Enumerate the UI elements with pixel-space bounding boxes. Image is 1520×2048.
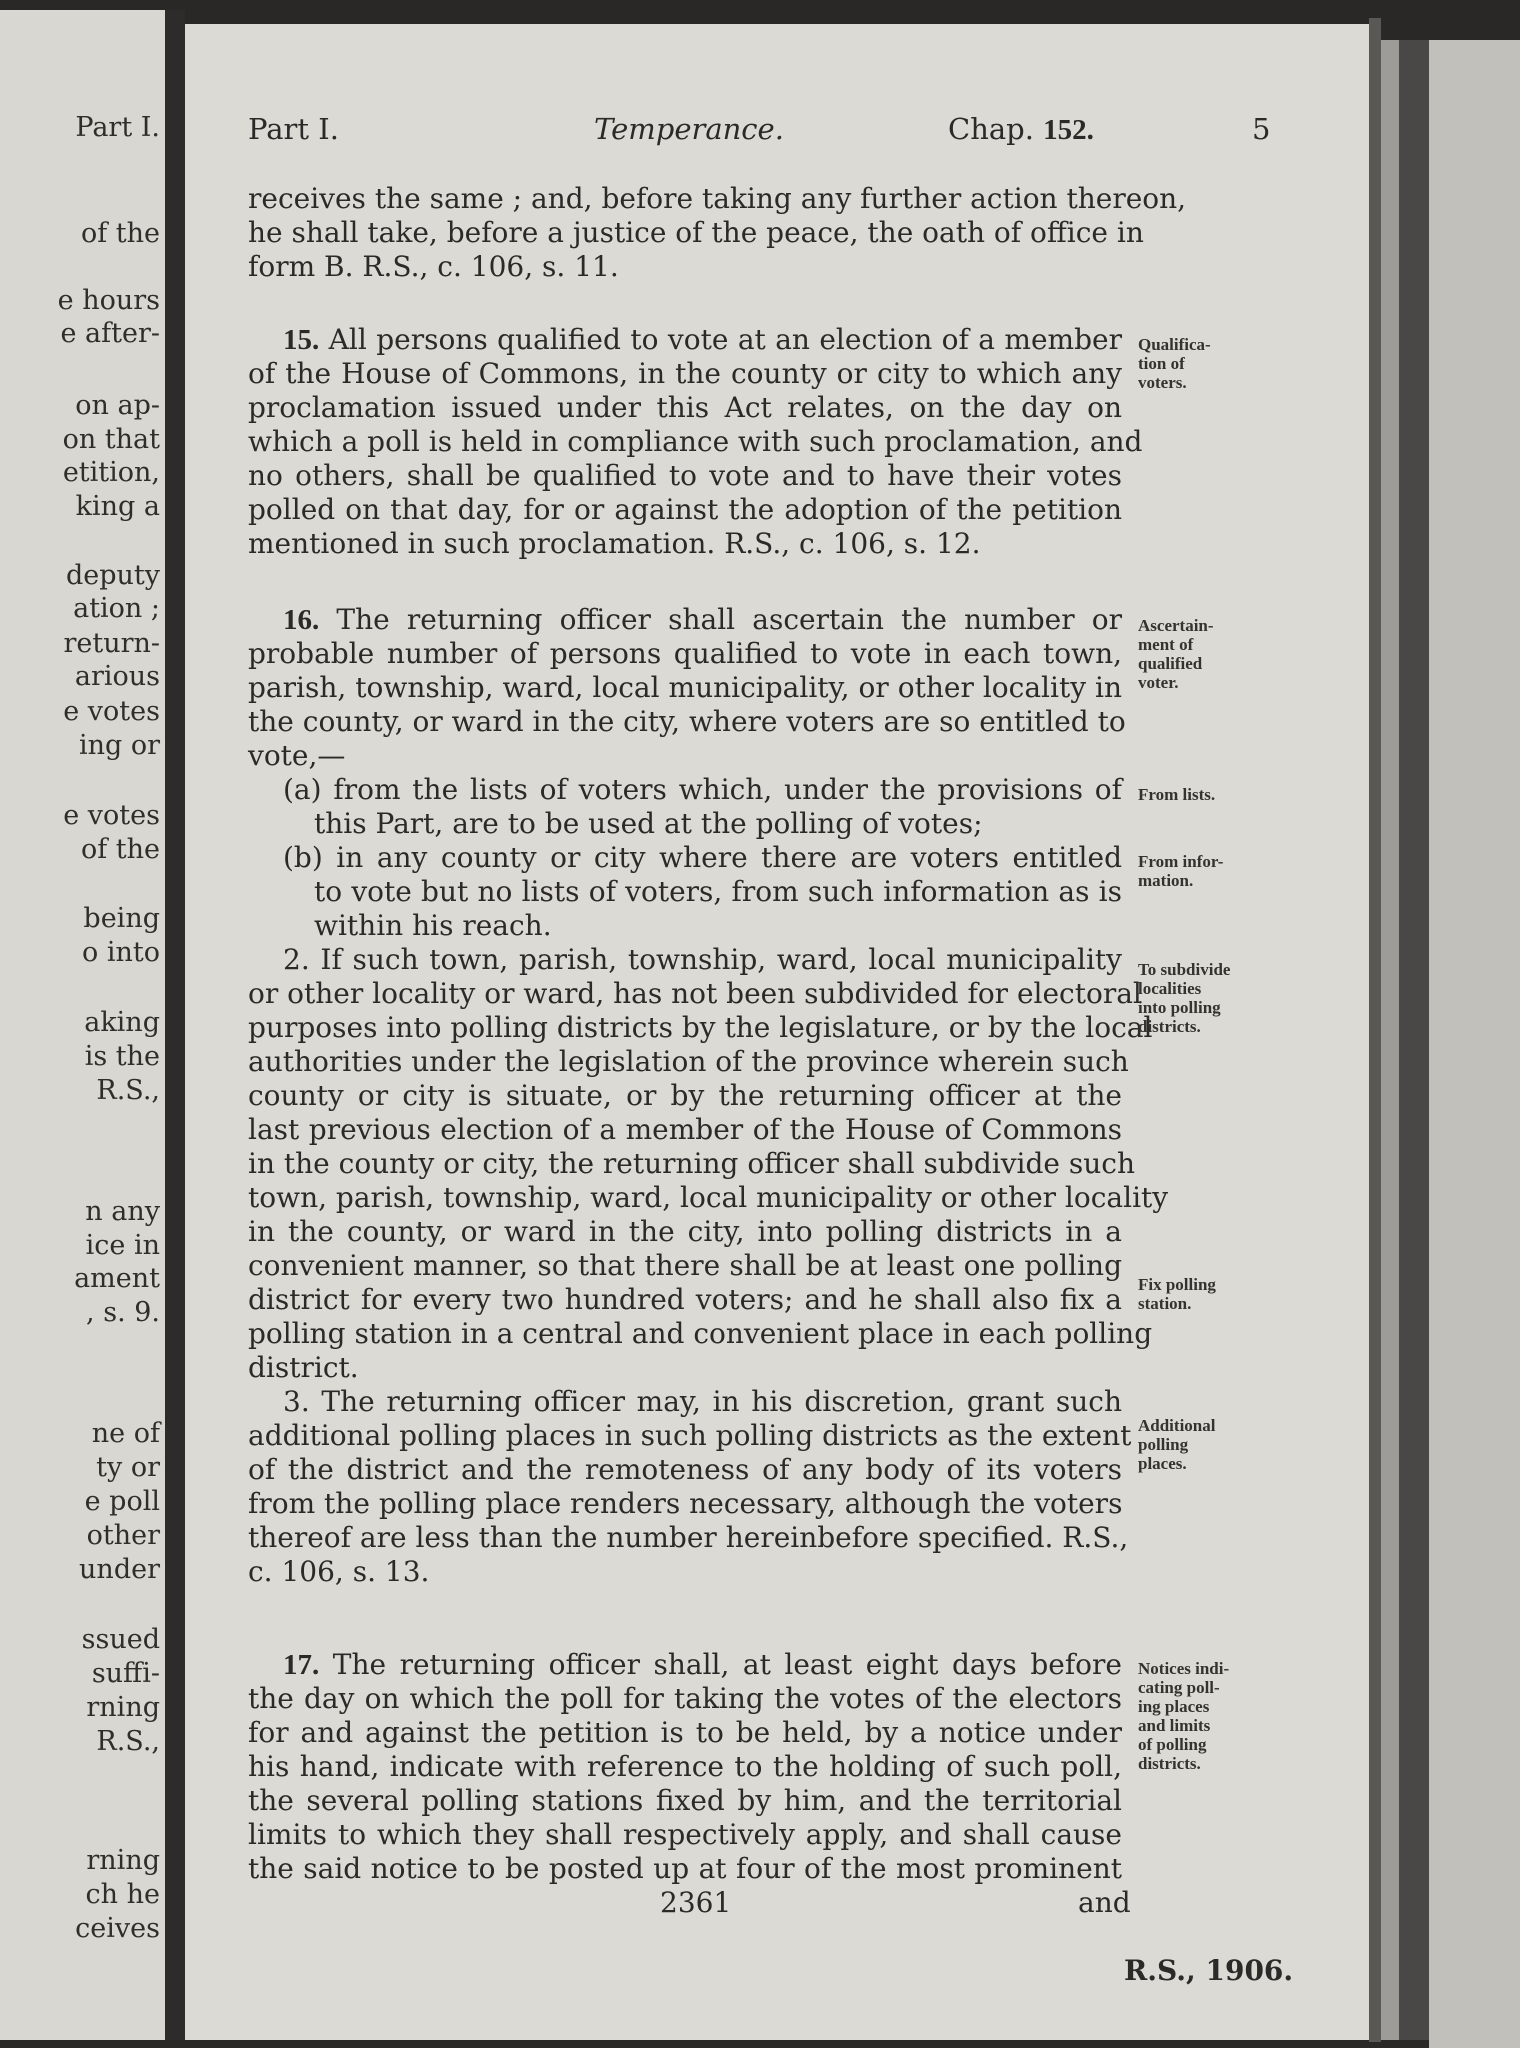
chapter-label: Chap. (948, 112, 1034, 146)
book-gutter (165, 10, 185, 2040)
left-page-text-fragment: , s. 9. (86, 1297, 160, 1328)
page-edge (1369, 18, 1381, 2042)
text-line (248, 1487, 1122, 1521)
page-edge (1429, 40, 1520, 2048)
text-line (248, 1818, 1122, 1852)
text-line-content: 3. The returning officer may, in his discretion, grant such (283, 1385, 1122, 1418)
text-line (248, 1419, 1132, 1453)
text-line-content: from the polling place renders necessary, although the voters (248, 1487, 1123, 1520)
text-line (248, 1682, 1122, 1716)
left-page-text-fragment: is the (84, 1041, 160, 1072)
marginal-note: Qualifica- tion of voters. (1138, 335, 1211, 392)
text-line-content: purposes into polling districts by the legislature, or by the local (248, 1011, 1153, 1044)
left-page-text-fragment: Part I. (75, 112, 160, 143)
left-page-text-fragment: return- (63, 628, 160, 659)
left-page-text-fragment: of the (80, 834, 160, 865)
marginal-note: From infor- mation. (1138, 852, 1224, 890)
text-line-content: for and against the petition is to be held, by a notice under (248, 1716, 1122, 1749)
text-line-content: no others, shall be qualified to vote and to have their votes (248, 459, 1122, 492)
page-edge (1399, 40, 1429, 2040)
text-line (248, 1113, 1122, 1147)
text-line-content: polling station in a central and convenient place in each polling (248, 1317, 1153, 1350)
text-line-content: last previous election of a member of the House of Commons (248, 1113, 1122, 1146)
text-line (248, 323, 1122, 357)
text-line-content: district. (248, 1351, 359, 1384)
text-line-content: within his reach. (314, 909, 552, 942)
text-line-content: polled on that day, for or against the adoption of the petition (248, 493, 1122, 526)
text-line (248, 1045, 1129, 1079)
section-16 (248, 603, 1169, 1589)
text-line (248, 807, 1122, 841)
left-page-text-fragment: rning (86, 1845, 160, 1876)
text-line (248, 1351, 1122, 1385)
running-head-chapter (948, 112, 1094, 147)
page-sequence-number: 2361 (660, 1886, 732, 1919)
text-line-content: authorities under the legislation of the province wherein such (248, 1045, 1129, 1078)
left-page-text-fragment: ne of (91, 1418, 160, 1449)
text-line-content: thereof are less than the number hereinbefore specified. R.S., (248, 1521, 1129, 1554)
text-line-content: mentioned in such proclamation. R.S., c. 106, s. 12. (248, 527, 981, 560)
text-line-content: convenient manner, so that there shall be at least one polling (248, 1249, 1122, 1282)
text-line (248, 1385, 1122, 1419)
section-15 (248, 323, 1143, 561)
text-line (248, 1283, 1122, 1317)
left-page-text-fragment: suffi- (91, 1658, 160, 1689)
text-line (248, 1648, 1122, 1682)
left-page-text-fragment: o into (82, 937, 160, 968)
left-page-text-fragment: being (83, 903, 160, 934)
text-line (248, 357, 1122, 391)
left-page-text-fragment: R.S., (96, 1075, 160, 1106)
text-line (248, 1249, 1122, 1283)
text-line-content: vote,— (248, 739, 346, 772)
text-line-content: district for every two hundred voters; and he shall also fix a (248, 1283, 1122, 1316)
marginal-note: Notices indi- cating poll- ing places and limits of polling districts. (1138, 1659, 1230, 1773)
text-line (248, 943, 1122, 977)
text-line (248, 459, 1122, 493)
text-line (248, 1453, 1122, 1487)
left-page-text-fragment: ation ; (73, 593, 160, 624)
left-page-text-fragment: ty or (96, 1452, 160, 1483)
left-page-text-fragment: etition, (62, 457, 160, 488)
text-line (248, 1521, 1129, 1555)
text-line (248, 1181, 1169, 1215)
continued-paragraph (248, 182, 1187, 284)
left-page-text-fragment: n any (85, 1196, 160, 1227)
left-page-text-fragment: under (79, 1554, 160, 1585)
text-line (248, 603, 1122, 637)
marginal-note: Ascertain- ment of qualified voter. (1138, 616, 1214, 692)
text-line (248, 1215, 1122, 1249)
text-line-content: of the House of Commons, in the county or city to which any (248, 357, 1122, 390)
text-line-content: (b) in any county or city where there are voters entitled (283, 841, 1122, 874)
text-line (248, 1750, 1122, 1784)
left-page-text-fragment: ament (74, 1263, 160, 1294)
text-line-content: c. 106, s. 13. (248, 1555, 430, 1588)
text-line (248, 216, 1144, 250)
text-line (248, 841, 1122, 875)
marginal-note: Fix polling station. (1138, 1275, 1216, 1313)
text-line (248, 1784, 1122, 1818)
left-page-text-fragment: on that (62, 424, 160, 455)
text-line-content: this Part, are to be used at the polling of votes; (314, 807, 983, 840)
left-page-text-fragment: rning (86, 1692, 160, 1723)
text-line-content: to vote but no lists of voters, from such information as is (314, 875, 1122, 908)
text-line-content: the several polling stations fixed by him, and the territorial (248, 1784, 1122, 1817)
text-line-content: limits to which they shall respectively apply, and shall cause (248, 1818, 1122, 1851)
text-line (248, 493, 1122, 527)
section-number: 17. (283, 1649, 320, 1681)
text-line (248, 391, 1122, 425)
text-line-content: he shall take, before a justice of the peace, the oath of office in (248, 216, 1144, 249)
text-line (248, 1011, 1153, 1045)
left-page-text-fragment: e votes (63, 696, 160, 727)
text-line-content: his hand, indicate with reference to the holding of such poll, (248, 1750, 1122, 1783)
text-line (248, 1716, 1122, 1750)
text-line-content: 2. If such town, parish, township, ward, local municipality (283, 943, 1122, 976)
marginal-note: To subdivide localities into polling districts. (1138, 960, 1231, 1036)
text-line (248, 527, 1122, 561)
running-head-part: Part I. (248, 112, 339, 146)
text-line (248, 875, 1122, 909)
left-page-text-fragment: ceives (75, 1913, 160, 1944)
left-page-text-fragment: other (86, 1520, 160, 1551)
page-number: 5 (1252, 112, 1271, 146)
text-line-content: probable number of persons qualified to vote in each town, (248, 637, 1122, 670)
left-page-text-fragment: e after- (60, 318, 160, 349)
text-line (248, 182, 1187, 216)
text-line-content: The returning officer shall ascertain the number or (319, 603, 1122, 636)
text-line (248, 425, 1143, 459)
left-page-text-fragment: R.S., (96, 1726, 160, 1757)
text-line (248, 1079, 1122, 1113)
text-line-content: in the county, or ward in the city, into polling districts in a (248, 1215, 1122, 1248)
text-line-content: of the district and the remoteness of any body of its voters (248, 1453, 1122, 1486)
text-line (248, 739, 1122, 773)
section-17 (248, 1648, 1122, 1886)
left-page-text-fragment: deputy (65, 560, 160, 591)
text-line-content: the said notice to be posted up at four of the most prominent (248, 1852, 1122, 1885)
left-page-text-fragment: ssued (81, 1624, 160, 1655)
text-line (248, 1317, 1153, 1351)
text-line (248, 1555, 1122, 1589)
text-line-content: the day on which the poll for taking the votes of the electors (248, 1682, 1122, 1715)
text-line (248, 773, 1122, 807)
left-page-text-fragment: e hours (57, 285, 160, 316)
left-page-text-fragment: e votes (63, 800, 160, 831)
text-line (248, 1147, 1136, 1181)
text-line-content: The returning officer shall, at least eight days before (319, 1648, 1122, 1681)
catchword: and (1078, 1886, 1131, 1919)
text-line-content: additional polling places in such polling districts as the extent (248, 1419, 1132, 1452)
text-line-content: which a poll is held in compliance with such proclamation, and (248, 425, 1143, 458)
left-page-text-fragment: arious (74, 661, 160, 692)
section-number: 15. (283, 324, 320, 356)
left-page-text-fragment: ch he (85, 1879, 160, 1910)
page-edge (1381, 40, 1399, 2040)
text-line (248, 977, 1142, 1011)
text-line-content: town, parish, township, ward, local municipality or other locality (248, 1181, 1169, 1214)
text-line-content: or other locality or ward, has not been subdivided for electoral (248, 977, 1142, 1010)
text-line (248, 705, 1126, 739)
left-page-text-fragment: on ap- (75, 390, 160, 421)
left-page-text-fragment: ice in (85, 1230, 160, 1261)
left-page-text-fragment: ing or (78, 730, 160, 761)
text-line-content: receives the same ; and, before taking any further action thereon, (248, 182, 1187, 215)
left-page-text-fragment: e poll (84, 1486, 160, 1517)
running-head-title: Temperance. (594, 112, 784, 146)
text-line (248, 1852, 1122, 1886)
text-line-content: (a) from the lists of voters which, under the provisions of (283, 773, 1122, 806)
edition-mark: R.S., 1906. (1124, 1954, 1294, 1987)
marginal-note: Additional polling places. (1138, 1416, 1216, 1473)
chapter-number: 152. (1043, 114, 1094, 146)
text-line-content: parish, township, ward, local municipality, or other locality in (248, 671, 1122, 704)
marginal-note: From lists. (1138, 785, 1216, 804)
left-page-text-fragment: king a (75, 491, 160, 522)
section-number: 16. (283, 604, 320, 636)
text-line-content: the county, or ward in the city, where voters are so entitled to (248, 705, 1126, 738)
text-line (248, 637, 1122, 671)
left-page-text-fragment: of the (80, 218, 160, 249)
text-line-content: All persons qualified to vote at an election of a member (319, 323, 1122, 356)
text-line (248, 250, 1122, 284)
text-line (248, 671, 1122, 705)
text-line-content: in the county or city, the returning officer shall subdivide such (248, 1147, 1136, 1180)
text-line-content: proclamation issued under this Act relates, on the day on (248, 391, 1122, 424)
text-line-content: form B. R.S., c. 106, s. 11. (248, 250, 619, 283)
text-line (248, 909, 1122, 943)
left-page-text-fragment: aking (84, 1007, 160, 1038)
text-line-content: county or city is situate, or by the returning officer at the (248, 1079, 1122, 1112)
